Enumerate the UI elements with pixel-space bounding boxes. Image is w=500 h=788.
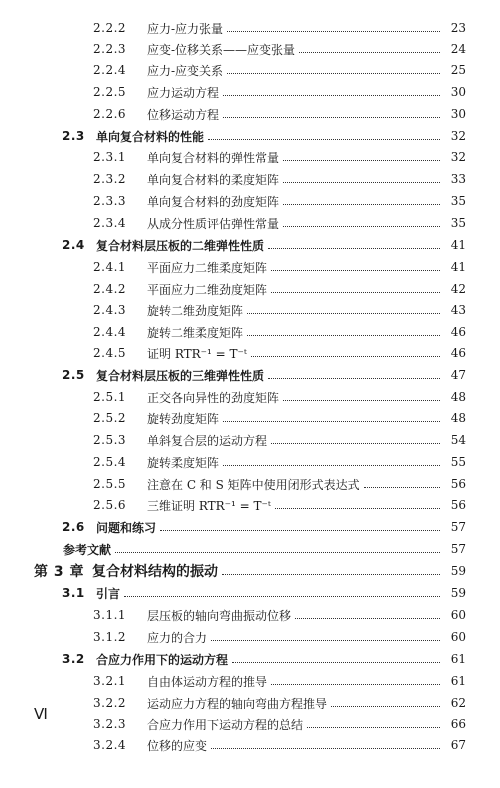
toc-entry-page: 60	[450, 630, 466, 644]
toc-entry[interactable]	[93, 386, 466, 408]
toc-entry-page: 54	[450, 433, 466, 447]
toc-entry-number: 3.2.3	[93, 717, 127, 731]
toc-entry[interactable]	[93, 473, 466, 495]
toc-entry[interactable]	[93, 734, 466, 756]
dot-leader	[275, 508, 440, 509]
toc-entry-page: 30	[450, 85, 466, 99]
toc-entry-title: 参考文献	[63, 542, 112, 557]
dot-leader	[283, 226, 440, 227]
toc-entry-number: 2.4.3	[93, 303, 127, 317]
toc-entry-page: 55	[450, 455, 466, 469]
toc-entry[interactable]	[93, 168, 466, 190]
toc-entry[interactable]	[93, 604, 466, 626]
dot-leader	[271, 270, 440, 271]
toc-entry[interactable]	[93, 190, 466, 212]
toc-entry-number: 3.2.4	[93, 738, 127, 752]
dot-leader	[364, 487, 440, 488]
dot-leader	[247, 335, 440, 336]
toc-entry-number: 2.3	[62, 129, 85, 143]
toc-entry-page: 57	[450, 542, 466, 556]
toc-entry-page: 61	[450, 652, 466, 666]
toc-entry-title: 证明 RTR⁻¹ = T⁻ᵗ	[147, 346, 247, 361]
dot-leader	[268, 248, 440, 249]
toc-entry-number: 3.1	[62, 586, 85, 600]
toc-entry-title: 复合材料结构的振动	[92, 564, 218, 580]
toc-entry[interactable]	[93, 626, 466, 648]
toc-entry-page: 67	[450, 738, 466, 752]
toc-entry-number: 2.5.4	[93, 455, 127, 469]
toc-entry-title: 引言	[96, 586, 121, 601]
toc-entry-title: 合应力作用下的运动方程	[96, 652, 229, 667]
dot-leader	[251, 356, 440, 357]
toc-entry-number: 2.3.4	[93, 216, 127, 230]
toc-entry[interactable]	[93, 692, 466, 714]
toc-entry[interactable]	[93, 212, 466, 234]
toc-entry-title: 单向复合材料的劲度矩阵	[147, 194, 280, 209]
toc-entry-number: 2.3.3	[93, 194, 127, 208]
toc-entry-title: 正交各向异性的劲度矩阵	[147, 390, 280, 405]
dot-leader	[223, 117, 440, 118]
toc-entry-page: 59	[450, 564, 466, 578]
toc-entry[interactable]	[93, 342, 466, 364]
toc-entry[interactable]	[93, 38, 466, 60]
toc-entry[interactable]	[62, 648, 466, 670]
toc-entry-page: 41	[450, 260, 466, 274]
toc-entry-number: 3.2	[62, 652, 85, 666]
dot-leader	[271, 292, 440, 293]
toc-entry-page: 59	[450, 586, 466, 600]
dot-leader	[223, 421, 440, 422]
dot-leader	[283, 182, 440, 183]
toc-entry-title: 应力运动方程	[147, 85, 220, 100]
dot-leader	[331, 706, 440, 707]
toc-entry-page: 25	[450, 63, 466, 77]
dot-leader	[247, 313, 440, 314]
toc-entry-page: 48	[450, 411, 466, 425]
toc-entry[interactable]	[93, 103, 466, 125]
toc-entry-title: 旋转柔度矩阵	[147, 455, 220, 470]
toc-entry-number: 2.3.1	[93, 150, 127, 164]
toc-entry-title: 复合材料层压板的三维弹性性质	[96, 368, 265, 383]
toc-entry-title: 三维证明 RTR⁻¹ = T⁻ᵗ	[147, 498, 271, 513]
toc-entry-title: 从成分性质评估弹性常量	[147, 216, 280, 231]
toc-entry-page: 56	[450, 477, 466, 491]
dot-leader	[211, 640, 440, 641]
toc-entry-title: 问题和练习	[96, 520, 157, 535]
toc-entry-title: 平面应力二维劲度矩阵	[147, 282, 268, 297]
toc-entry[interactable]	[62, 516, 466, 538]
toc-entry-page: 56	[450, 498, 466, 512]
toc-entry-page: 24	[450, 42, 466, 56]
toc-entry[interactable]	[62, 125, 466, 147]
toc-entry-page: 33	[450, 172, 466, 186]
toc-entry-title: 旋转二维劲度矩阵	[147, 303, 244, 318]
toc-entry-page: 32	[450, 129, 466, 143]
toc-entry[interactable]	[93, 321, 466, 343]
toc-entry-title: 应力-应力张量	[147, 21, 224, 36]
dot-leader	[295, 618, 440, 619]
toc-entry-title: 层压板的轴向弯曲振动位移	[147, 608, 292, 623]
toc-entry-title: 旋转二维柔度矩阵	[147, 325, 244, 340]
toc-entry[interactable]	[62, 364, 466, 386]
toc-entry-page: 46	[450, 325, 466, 339]
toc-entry-number: 2.2.5	[93, 85, 127, 99]
toc-entry[interactable]	[93, 59, 466, 81]
toc-entry[interactable]	[93, 278, 466, 300]
toc-entry-number: 2.5.6	[93, 498, 127, 512]
dot-leader	[271, 684, 440, 685]
toc-entry-title: 旋转劲度矩阵	[147, 411, 220, 426]
dot-leader	[307, 727, 440, 728]
dot-leader	[299, 52, 440, 53]
dot-leader	[115, 552, 440, 553]
toc-entry-number: 2.6	[62, 520, 85, 534]
toc-entry-page: 42	[450, 282, 466, 296]
dot-leader	[232, 662, 440, 663]
toc-entry-title: 位移的应变	[147, 738, 208, 753]
dot-leader	[223, 95, 440, 96]
toc-entry-page: 23	[450, 21, 466, 35]
dot-leader	[124, 596, 440, 597]
toc-entry-page: 35	[450, 216, 466, 230]
toc-entry[interactable]	[62, 234, 466, 256]
toc-entry-number: 2.5.1	[93, 390, 127, 404]
dot-leader	[283, 400, 440, 401]
dot-leader	[283, 160, 440, 161]
toc-entry[interactable]	[93, 256, 466, 278]
toc-entry-number: 2.4.2	[93, 282, 127, 296]
toc-entry-number: 2.2.3	[93, 42, 127, 56]
dot-leader	[222, 574, 440, 575]
toc-entry[interactable]	[63, 538, 466, 560]
toc-entry-title: 应力的合力	[147, 630, 208, 645]
toc-entry-title: 自由体运动方程的推导	[147, 674, 268, 689]
toc-entry-page: 48	[450, 390, 466, 404]
dot-leader	[227, 73, 440, 74]
toc-entry-title: 复合材料层压板的二维弹性性质	[96, 238, 265, 253]
dot-leader	[268, 378, 440, 379]
toc-entry-page: 43	[450, 303, 466, 317]
toc-entry-number: 3.2.1	[93, 674, 127, 688]
toc-entry-page: 61	[450, 674, 466, 688]
toc-entry[interactable]	[62, 582, 466, 604]
toc-entry-title: 合应力作用下运动方程的总结	[147, 717, 304, 732]
toc-entry-page: 62	[450, 696, 466, 710]
toc-entry[interactable]	[93, 670, 466, 692]
toc-entry-number: 2.4.1	[93, 260, 127, 274]
toc-entry-number: 2.4.4	[93, 325, 127, 339]
toc-entry-number: 2.5.3	[93, 433, 127, 447]
toc-entry-number: 3.2.2	[93, 696, 127, 710]
dot-leader	[283, 204, 440, 205]
toc-entry-title: 位移运动方程	[147, 107, 220, 122]
toc-entry-page: 35	[450, 194, 466, 208]
toc-entry-page: 46	[450, 346, 466, 360]
toc-entry-number: 3.1.1	[93, 608, 127, 622]
toc-entry[interactable]	[93, 407, 466, 429]
toc-entry-number: 2.5.2	[93, 411, 127, 425]
toc-entry[interactable]	[93, 299, 466, 321]
toc-entry-number: 2.3.2	[93, 172, 127, 186]
toc-entry-page: 30	[450, 107, 466, 121]
toc-entry-number: 2.2.6	[93, 107, 127, 121]
toc-entry-title: 注意在 C 和 S 矩阵中使用闭形式表达式	[147, 477, 360, 492]
toc-entry-title: 运动应力方程的轴向弯曲方程推导	[147, 696, 328, 711]
toc-entry-number: 2.4	[62, 238, 85, 252]
toc-entry-title: 平面应力二维柔度矩阵	[147, 260, 268, 275]
dot-leader	[208, 139, 440, 140]
toc-entry-number: 2.2.4	[93, 63, 127, 77]
toc-entry-page: 47	[450, 368, 466, 382]
toc-entry-title: 单向复合材料的性能	[96, 129, 205, 144]
toc-entry-number: 3.1.2	[93, 630, 127, 644]
toc-entry[interactable]	[93, 494, 466, 516]
toc-entry-number: 2.5	[62, 368, 85, 382]
toc-entry-title: 单向复合材料的柔度矩阵	[147, 172, 280, 187]
toc-entry-number: 第 3 章	[34, 564, 84, 580]
toc-entry[interactable]	[93, 451, 466, 473]
toc-entry-number: 2.5.5	[93, 477, 127, 491]
toc-entry[interactable]	[93, 429, 466, 451]
toc-entry-page: 32	[450, 150, 466, 164]
toc-entry[interactable]	[93, 146, 466, 168]
toc-entry-title: 单向复合材料的弹性常量	[147, 150, 280, 165]
toc-entry-number: 2.4.5	[93, 346, 127, 360]
toc-entry-title: 单斜复合层的运动方程	[147, 433, 268, 448]
toc-entry-page: 60	[450, 608, 466, 622]
dot-leader	[271, 443, 440, 444]
toc-entry[interactable]	[93, 713, 466, 735]
toc-entry-page: 66	[450, 717, 466, 731]
toc-entry[interactable]	[93, 17, 466, 39]
toc-entry-title: 应力-应变关系	[147, 63, 224, 78]
toc-entry-page: 57	[450, 520, 466, 534]
toc-entry-number: 2.2.2	[93, 21, 127, 35]
toc-entry-title: 应变-位移关系——应变张量	[147, 42, 296, 57]
dot-leader	[223, 465, 440, 466]
roman-page-number: Ⅵ	[34, 707, 47, 723]
toc-entry[interactable]	[34, 560, 466, 582]
dot-leader	[227, 31, 440, 32]
dot-leader	[211, 748, 440, 749]
toc-entry[interactable]	[93, 81, 466, 103]
dot-leader	[160, 530, 440, 531]
toc-entry-page: 41	[450, 238, 466, 252]
